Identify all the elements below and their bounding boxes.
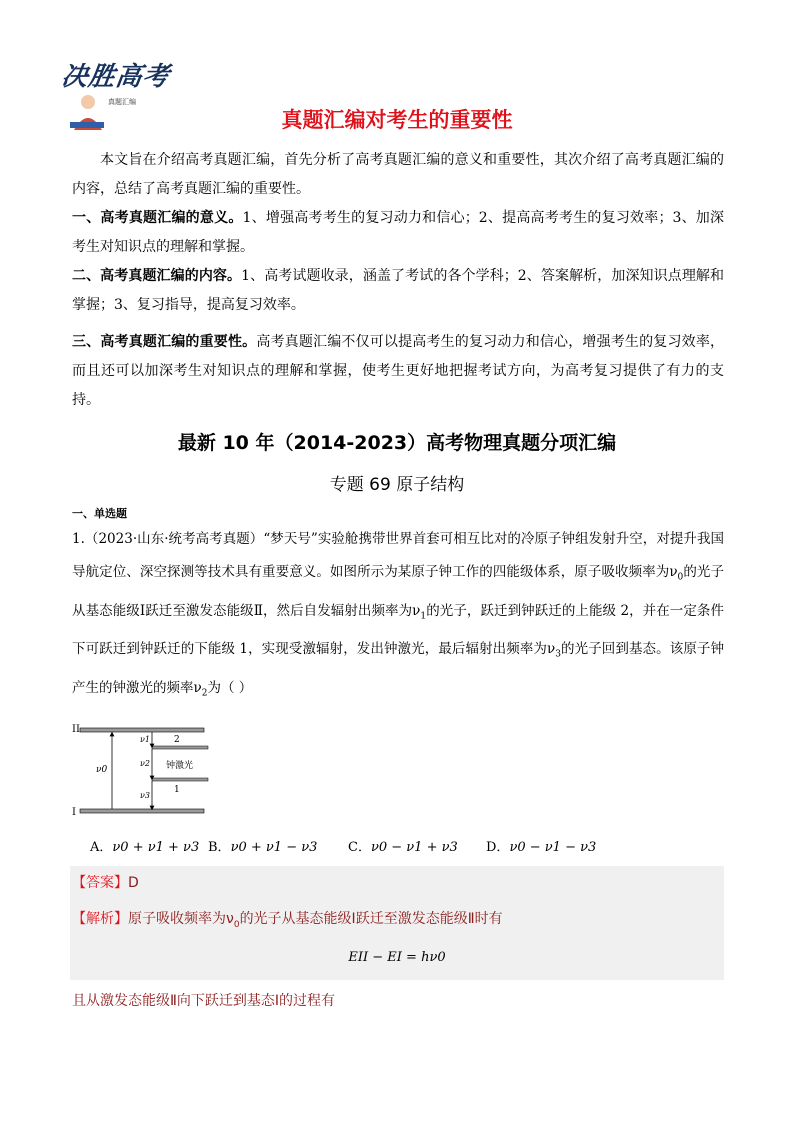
- logo-subtitle: 真题汇编: [108, 98, 136, 106]
- point-3-body: 高考真题汇编不仅可以提高考生的复习动力和信心，增强考生的复习效率，而且还可以加深考生对知识点的理解和掌握，使考生更好地把握考试方向，为高考复习提供了有力的支持。: [72, 334, 724, 408]
- sub-2: 2: [201, 688, 208, 699]
- sub-0: 0: [677, 572, 684, 583]
- sub-1: 1: [420, 611, 427, 622]
- analysis-part-2: 的光子从基态能级Ⅰ跃迁至激发态能级Ⅱ时有: [239, 911, 503, 927]
- analysis-tag: 【解析】: [72, 911, 128, 927]
- analysis-part-1: 原子吸收频率为ν: [128, 911, 234, 927]
- nu1-label: ν1: [140, 735, 150, 744]
- option-c-letter: C．: [348, 840, 371, 855]
- point-3-head: 三、高考真题汇编的重要性。: [72, 334, 257, 350]
- point-3: [72, 328, 724, 415]
- point-1-body: 1、增强高考考生的复习动力和信心；2、提高高考考生的复习效率；3、加深考生对知识点的理解和掌握。: [72, 210, 724, 255]
- question-part-3: 的光子，跃迁到钟跃迁的上能级 2，并在一定条件下可跃迁到钟跃迁的下能级 1，实现受激辐射，发出钟激光，最后辐射出频率为ν: [72, 602, 724, 658]
- page-title: 真题汇编对考生的重要性: [281, 108, 513, 132]
- sub-3: 3: [555, 650, 561, 661]
- question-type-label: 一、单选题: [72, 507, 127, 520]
- level-1-label: 1: [174, 785, 180, 795]
- answer-value: D: [128, 875, 139, 891]
- level-I-line: [80, 809, 204, 813]
- option-b[interactable]: [208, 836, 317, 855]
- nu0-label: ν0: [96, 765, 108, 775]
- intro-paragraph: 本文旨在介绍高考真题汇编，首先分析了高考真题汇编的意义和重要性，其次介绍了高考真题汇编的内容，总结了高考真题汇编的重要性。: [72, 152, 724, 197]
- option-a[interactable]: [90, 836, 199, 855]
- point-2: [72, 262, 724, 320]
- question-part-4: 的光子回到基态。该原子钟产生的钟激光的频率ν: [72, 641, 724, 697]
- section-subheading: 专题 69 原子结构: [329, 475, 465, 495]
- level-II-label: II: [72, 724, 80, 735]
- question-part-1: 1.（2023·山东·统考高考真题）“梦天号”实验舱携带世界首套可相互比对的冷原子钟组发射升空，对提升我国导航定位、深空探测等技术具有重要意义。如图所示为某原子钟工作的四能级体系，原子吸收频率为ν: [72, 531, 724, 580]
- laser-label: 钟激光: [166, 761, 194, 771]
- option-c[interactable]: [348, 836, 458, 855]
- option-d[interactable]: [486, 836, 596, 855]
- level-2-label: 2: [174, 735, 180, 745]
- option-d-expr: ν0 − ν1 − ν3: [509, 840, 597, 855]
- energy-level-diagram: [70, 720, 220, 820]
- nu2-label: ν2: [140, 759, 150, 768]
- option-d-letter: D．: [486, 840, 510, 855]
- answer-line: [72, 872, 139, 892]
- question-text: [72, 523, 724, 711]
- level-I-label: I: [72, 807, 76, 818]
- level-II-line: [80, 728, 204, 732]
- option-b-letter: B．: [208, 840, 231, 855]
- point-2-head: 二、高考真题汇编的内容。: [72, 268, 242, 284]
- analysis-sub-0: 0: [233, 919, 240, 930]
- point-1: [72, 204, 724, 262]
- point-2-body: 1、高考试题收录，涵盖了考试的各个学科；2、答案解析，加深知识点理解和掌握；3、复习指导，提高复习效率。: [72, 268, 725, 313]
- section-heading: 最新 10 年（2014-2023）高考物理真题分项汇编: [177, 432, 617, 454]
- logo-text: 决胜高考: [59, 62, 172, 92]
- level-2-line: [152, 746, 208, 749]
- formula: EII − EI = hν0: [348, 950, 446, 965]
- option-b-expr: ν0 + ν1 − ν3: [230, 840, 318, 855]
- answer-tag: 【答案】: [72, 875, 128, 891]
- option-a-letter: A．: [90, 840, 113, 855]
- question-part-2: 的光子从基态能级Ⅰ跃迁至激发态能级Ⅱ，然后自发辐射出频率为ν: [72, 564, 724, 619]
- level-1-line: [152, 778, 208, 781]
- followup-text: 且从激发态能级Ⅱ向下跃迁到基态Ⅰ的过程有: [72, 993, 336, 1009]
- point-1-head: 一、高考真题汇编的意义。: [72, 210, 243, 226]
- option-a-expr: ν0 + ν1 + ν3: [112, 840, 200, 855]
- analysis-line: [72, 908, 503, 930]
- nu3-label: ν3: [140, 791, 150, 800]
- question-part-5: 为（ ）: [207, 680, 253, 697]
- option-c-expr: ν0 − ν1 + ν3: [370, 840, 458, 855]
